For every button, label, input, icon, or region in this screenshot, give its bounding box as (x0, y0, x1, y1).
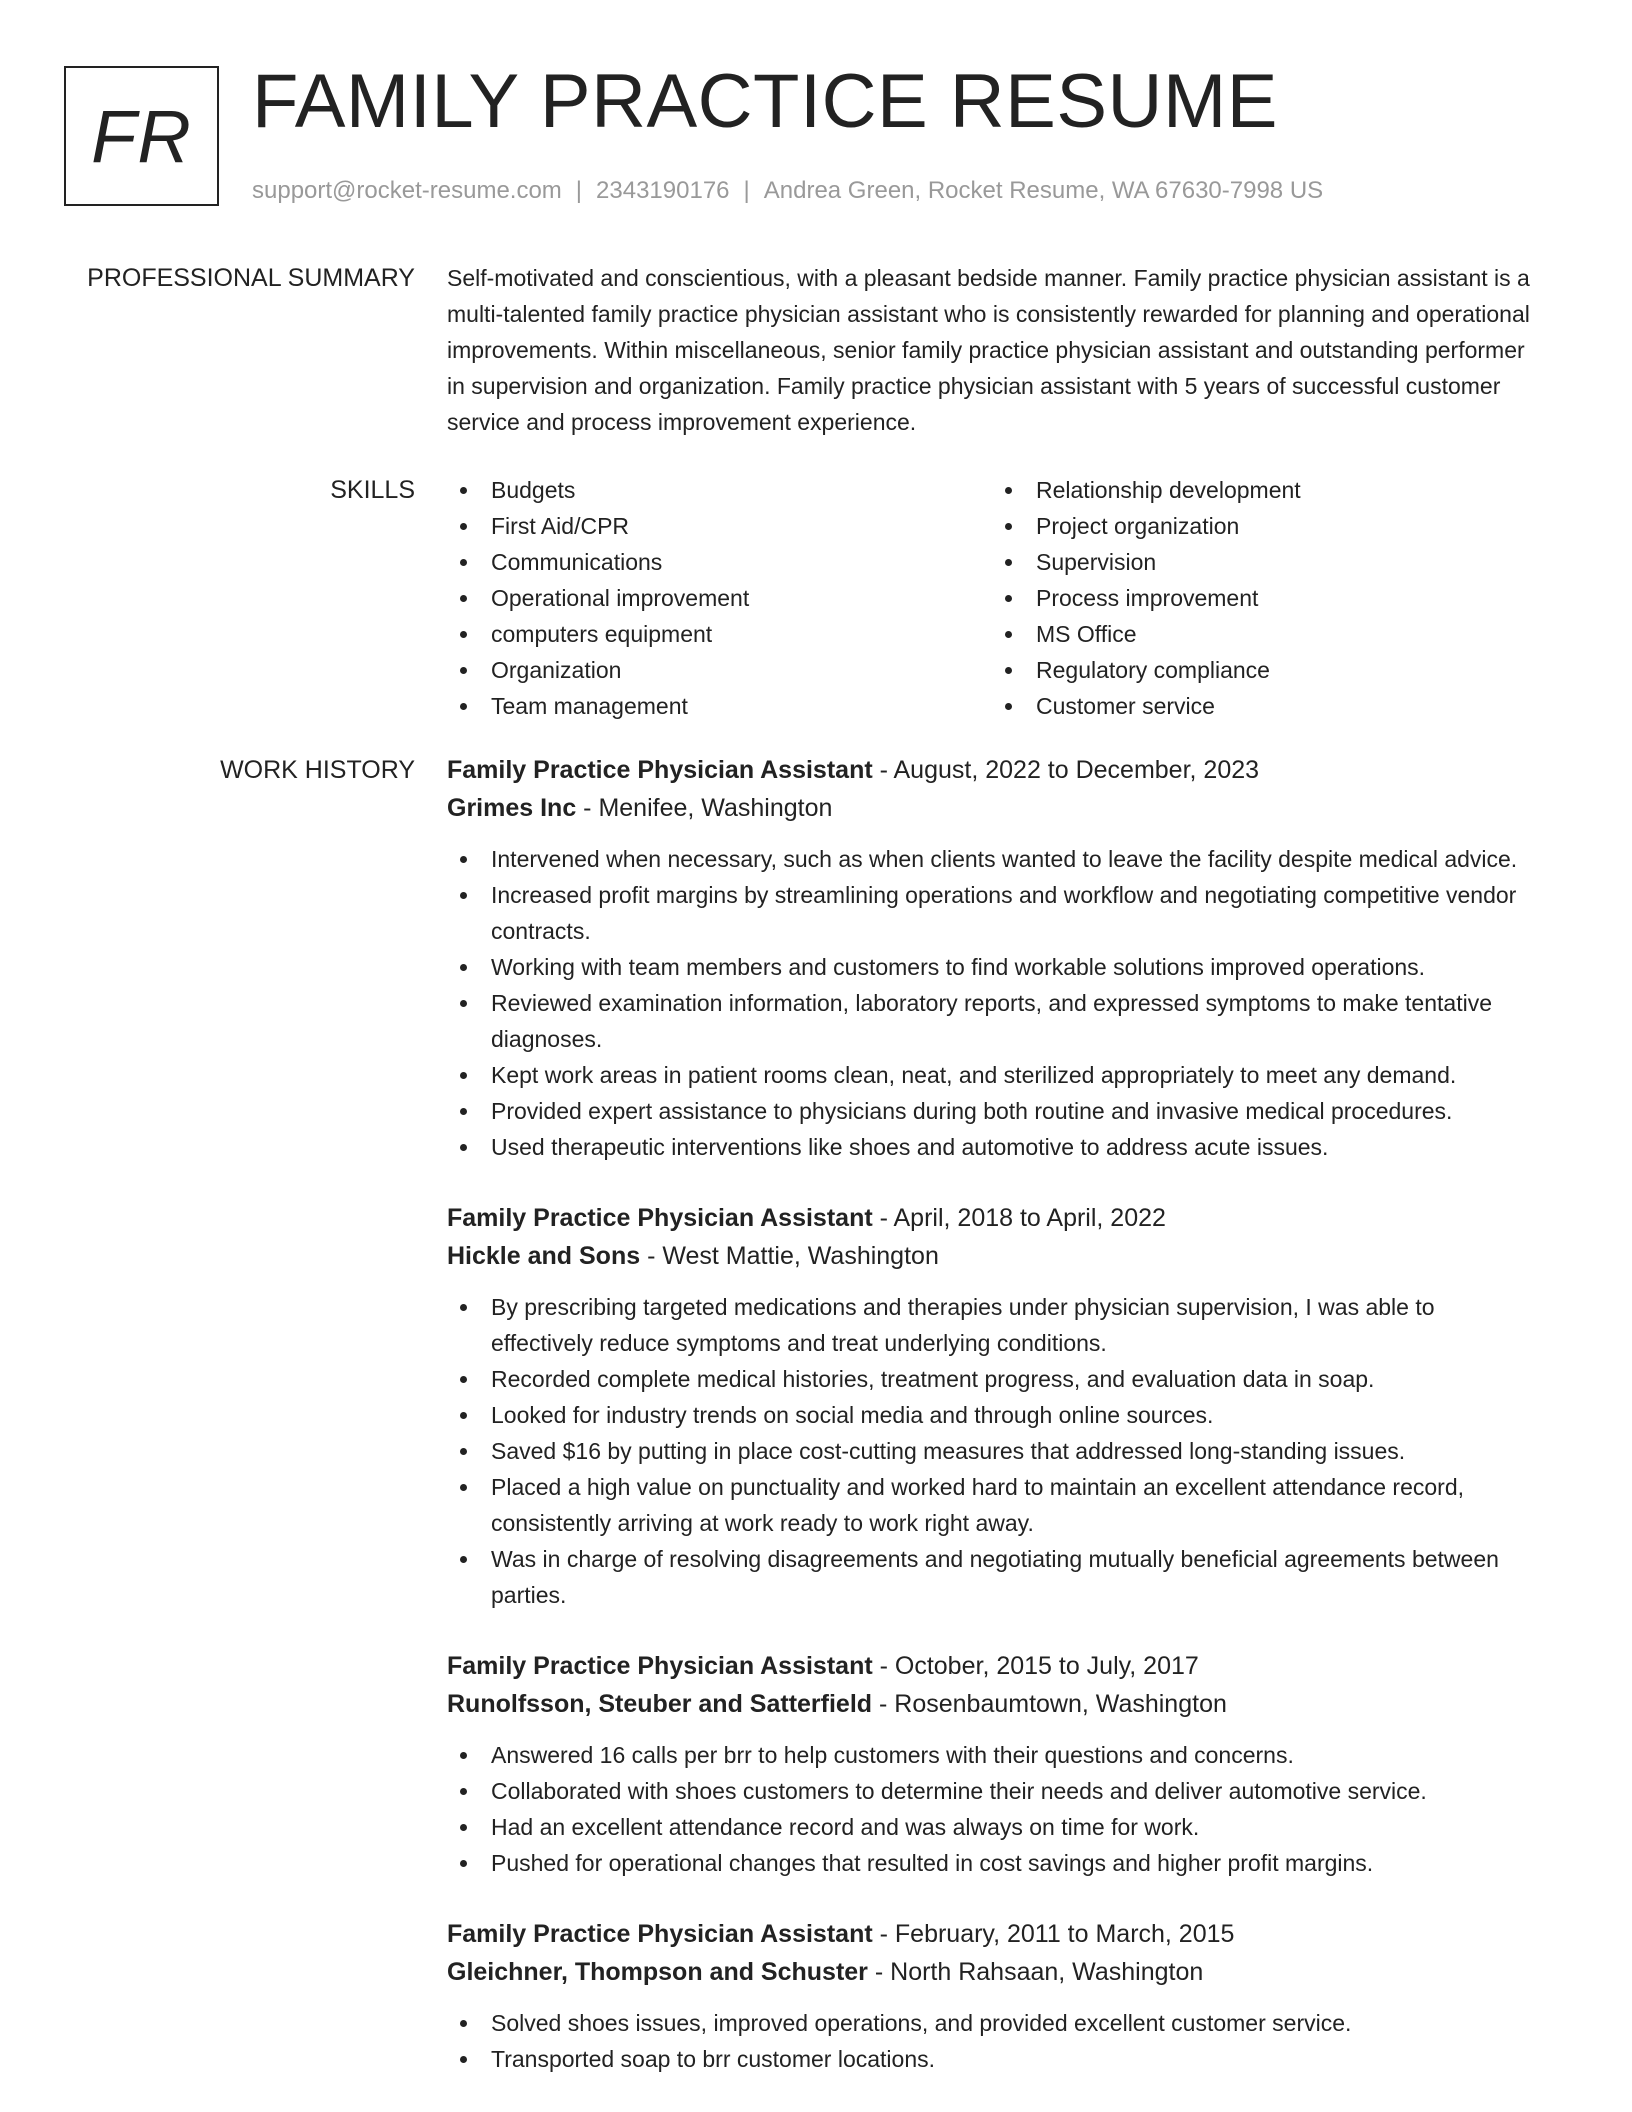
job-company-line (447, 1685, 1537, 1723)
job-bullet: Transported soap to brr customer locations. (447, 2041, 1537, 2077)
job-dates: - October, 2015 to July, 2017 (872, 1652, 1199, 1680)
job-bullet: Working with team members and customers to find workable solutions improved operations. (447, 949, 1537, 985)
job-bullet: Had an excellent attendance record and was always on time for work. (447, 1809, 1537, 1845)
skill-item: Operational improvement (447, 580, 992, 616)
skills-label: SKILLS (330, 476, 415, 504)
job-entry (447, 751, 1537, 1165)
job-bullets (447, 841, 1537, 1165)
job-company-line (447, 1237, 1537, 1275)
summary-body (447, 260, 1537, 440)
job-bullets (447, 1737, 1537, 1881)
summary-label: PROFESSIONAL SUMMARY (87, 264, 415, 292)
summary-text: Self-motivated and conscientious, with a pleasant bedside manner. Family practice physician assistant is a multi-talented family practice physician assistant who is consistently rewarded for planning and operational improvements. Within miscellaneous, senior family practice physician assistant and outstanding performer in supervision and organization. Family practice physician assistant with 5 years of successful customer service and process improvement experience. (447, 265, 1530, 435)
skill-item: Process improvement (992, 580, 1537, 616)
job-bullet: Looked for industry trends on social media and through online sources. (447, 1397, 1537, 1433)
contact-address: Andrea Green, Rocket Resume, WA 67630-7998 US (763, 177, 1324, 204)
contact-email[interactable]: support@rocket-resume.com (252, 177, 562, 204)
job-title: Family Practice Physician Assistant (447, 1920, 873, 1948)
job-bullet: Saved $16 by putting in place cost-cutting measures that addressed long-standing issues. (447, 1433, 1537, 1469)
job-bullet: Placed a high value on punctuality and worked hard to maintain an excellent attendance record, consistently arriving at work ready to work right away. (447, 1469, 1537, 1541)
job-bullet: Answered 16 calls per brr to help customers with their questions and concerns. (447, 1737, 1537, 1773)
skill-item: Team management (447, 688, 992, 724)
job-bullet: Pushed for operational changes that resulted in cost savings and higher profit margins. (447, 1845, 1537, 1881)
job-bullet: By prescribing targeted medications and therapies under physician supervision, I was able to effectively reduce symptoms and treat underlying conditions. (447, 1289, 1537, 1361)
job-dates: - August, 2022 to December, 2023 (872, 756, 1260, 784)
skills-list-right (992, 472, 1537, 724)
job-dates: - April, 2018 to April, 2022 (872, 1204, 1166, 1232)
contact-separator: | (743, 177, 750, 204)
work-history-label: WORK HISTORY (220, 756, 415, 784)
job-company: Grimes Inc (447, 794, 577, 822)
job-title: Family Practice Physician Assistant (447, 1204, 873, 1232)
resume-title: FAMILY PRACTICE RESUME (252, 59, 1278, 144)
job-bullet: Provided expert assistance to physicians during both routine and invasive medical procedures. (447, 1093, 1537, 1129)
job-bullet: Was in charge of resolving disagreements and negotiating mutually beneficial agreements between parties. (447, 1541, 1537, 1613)
job-bullet: Recorded complete medical histories, treatment progress, and evaluation data in soap. (447, 1361, 1537, 1397)
job-bullet: Reviewed examination information, laboratory reports, and expressed symptoms to make tentative diagnoses. (447, 985, 1537, 1057)
job-location: - North Rahsaan, Washington (867, 1958, 1204, 1986)
job-bullet: Kept work areas in patient rooms clean, neat, and sterilized appropriately to meet any demand. (447, 1057, 1537, 1093)
skill-item: Customer service (992, 688, 1537, 724)
monogram-badge: FR (64, 66, 219, 206)
job-bullet: Collaborated with shoes customers to determine their needs and deliver automotive service. (447, 1773, 1537, 1809)
skill-item: Budgets (447, 472, 992, 508)
job-bullet: Used therapeutic interventions like shoes and automotive to address acute issues. (447, 1129, 1537, 1165)
job-bullet: Solved shoes issues, improved operations, and provided excellent customer service. (447, 2005, 1537, 2041)
job-company: Gleichner, Thompson and Schuster (447, 1958, 868, 1986)
job-company-line (447, 1953, 1537, 1991)
job-company-line (447, 789, 1537, 827)
skill-item: Project organization (992, 508, 1537, 544)
job-title-line (447, 751, 1537, 789)
job-location: - West Mattie, Washington (640, 1242, 939, 1270)
job-entry (447, 1199, 1537, 1613)
job-bullet: Increased profit margins by streamlining operations and workflow and negotiating competitive vendor contracts. (447, 877, 1537, 949)
skill-item: Regulatory compliance (992, 652, 1537, 688)
skill-item: computers equipment (447, 616, 992, 652)
contact-phone[interactable]: 2343190176 (596, 177, 730, 204)
skill-item: First Aid/CPR (447, 508, 992, 544)
job-bullets (447, 1289, 1537, 1613)
skill-item: Communications (447, 544, 992, 580)
job-company: Hickle and Sons (447, 1242, 641, 1270)
job-location: - Rosenbaumtown, Washington (872, 1690, 1227, 1718)
job-company: Runolfsson, Steuber and Satterfield (447, 1690, 873, 1718)
job-dates: - February, 2011 to March, 2015 (872, 1920, 1235, 1948)
job-location: - Menifee, Washington (576, 794, 833, 822)
skill-item: MS Office (992, 616, 1537, 652)
work-history-body (447, 751, 1537, 2111)
skill-item: Relationship development (992, 472, 1537, 508)
job-title: Family Practice Physician Assistant (447, 756, 873, 784)
job-bullets (447, 2005, 1537, 2077)
job-title-line (447, 1647, 1537, 1685)
job-title-line (447, 1199, 1537, 1237)
job-bullet: Intervened when necessary, such as when clients wanted to leave the facility despite medical advice. (447, 841, 1537, 877)
job-title-line (447, 1915, 1537, 1953)
skill-item: Supervision (992, 544, 1537, 580)
contact-separator: | (575, 177, 583, 204)
skills-list-left (447, 472, 992, 724)
job-entry (447, 1647, 1537, 1881)
job-entry (447, 1915, 1537, 2077)
skill-item: Organization (447, 652, 992, 688)
skills-body (447, 472, 1537, 724)
job-title: Family Practice Physician Assistant (447, 1652, 873, 1680)
contact-line (252, 176, 1323, 206)
